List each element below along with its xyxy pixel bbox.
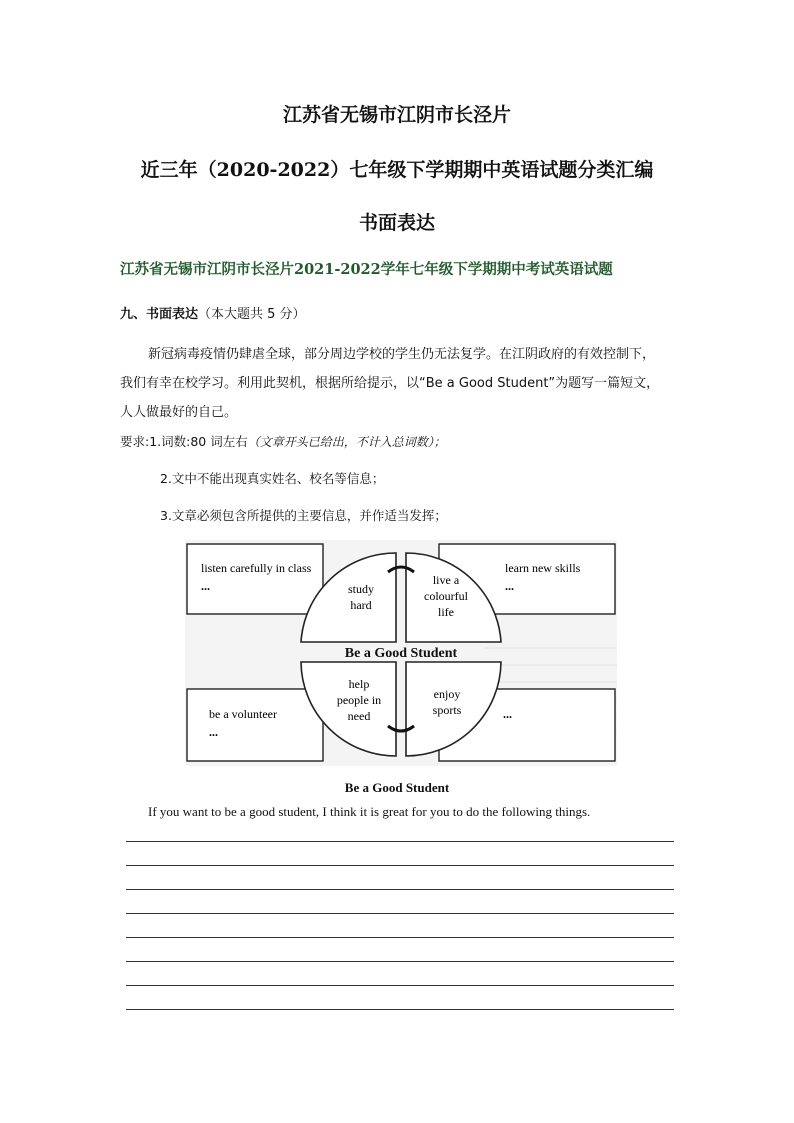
quad-bl-line-3: need [347, 709, 371, 723]
quad-bl-line-2: people in [336, 693, 382, 707]
requirement-1 [120, 432, 446, 450]
writing-line[interactable] [126, 961, 674, 962]
quad-tl-line-2: hard [350, 598, 372, 612]
writing-line[interactable] [126, 865, 674, 866]
mind-map-diagram [185, 540, 617, 766]
doc-title-line-1: 江苏省无锡市江阴市长泾片 [282, 104, 511, 126]
requirement-1-note: （文章开头已给出，不计入总词数）； [247, 435, 446, 449]
essay-title: Be a Good Student [344, 780, 450, 795]
box-tr-line-1: learn new skills [505, 561, 581, 575]
requirement-1-text: 要求:1.词数:80 词左右 [120, 434, 248, 449]
diagram-center-label: Be a Good Student [344, 646, 458, 661]
writing-line[interactable] [126, 937, 674, 938]
writing-line[interactable] [126, 889, 674, 890]
box-tl-line-2: ... [201, 579, 210, 593]
quad-tr-line-2: colourful [424, 589, 468, 603]
box-tl-line-1: listen carefully in class [201, 561, 312, 575]
box-tr-line-2: ... [505, 579, 514, 593]
intro-line-1: 新冠病毒疫情仍肆虐全球，部分周边学校的学生仍无法复学。在江阴政府的有效控制下， [148, 347, 656, 362]
section-heading [120, 303, 306, 322]
quad-tl-line-1: study [347, 582, 375, 596]
quad-br-line-2: sports [432, 703, 462, 717]
section-score-note: （本大题共 5 分） [198, 307, 306, 322]
intro-line-3: 人人做最好的自己。 [120, 405, 238, 420]
exam-title: 江苏省无锡市江阴市长泾片2021-2022学年七年级下学期期中考试英语试题 [120, 261, 613, 278]
writing-line[interactable] [126, 841, 674, 842]
requirement-3: 3.文章必须包含所提供的主要信息，并作适当发挥； [160, 508, 447, 523]
quad-tr-line-1: live a [432, 573, 460, 587]
intro-line-2: 我们有幸在校学习。利用此契机，根据所给提示，以“Be a Good Student”为题写一篇短文， [120, 376, 660, 391]
box-bl-line-1: be a volunteer [209, 707, 277, 721]
writing-line[interactable] [126, 1009, 674, 1010]
quad-bl-line-1: help [348, 677, 370, 691]
intro-paragraph [120, 340, 680, 427]
essay-opening: If you want to be a good student, I think it is great for you to do the following things. [148, 804, 591, 819]
writing-line[interactable] [126, 913, 674, 914]
box-bottom-left [187, 689, 323, 761]
quad-tr-line-3: life [438, 605, 454, 619]
doc-title-line-2: 近三年（2020-2022）七年级下学期期中英语试题分类汇编 [140, 159, 654, 181]
doc-title-line-3: 书面表达 [358, 212, 435, 234]
quad-br-line-1: enjoy [433, 687, 461, 701]
requirement-2: 2.文中不能出现真实姓名、校名等信息； [160, 471, 385, 486]
writing-line[interactable] [126, 985, 674, 986]
box-br-line-1: ... [503, 707, 512, 721]
box-bl-line-2: ... [209, 725, 218, 739]
section-number: 九、书面表达 [120, 307, 199, 322]
